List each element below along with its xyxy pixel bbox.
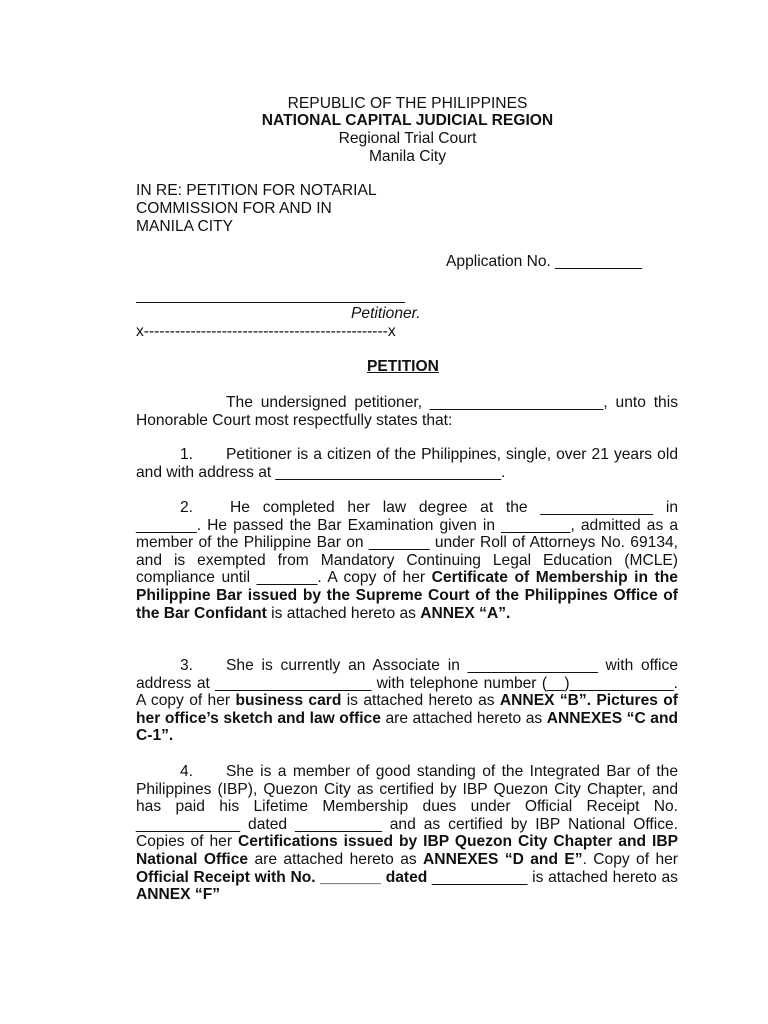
paragraph-1 — [136, 446, 678, 481]
paragraph-3-text-3: are attached hereto as — [380, 709, 547, 727]
paragraph-2-text-1: He completed her law degree at the _____________ in _______. He passed the Bar Examination given in ________, admitted as a member of the Philippine Bar on _______ under Roll of Attorneys No. 69134, and is exempted from Mandatory Continuing Legal Education (MCLE) compliance until _______. A copy of her — [136, 499, 678, 587]
intro-text: The undersigned petitioner, ____________________, unto this Honorable Court most respectfully states that: — [136, 394, 678, 429]
paragraph-3-bold-1: business card — [235, 692, 342, 710]
caption-line-1: IN RE: PETITION FOR NOTARIAL — [136, 182, 377, 199]
paragraph-2-bold-1: Certificate of Membership in the Philippine Bar issued by the Supreme Court of the Philippines Office of the Bar Confidant — [136, 569, 678, 622]
paragraph-4-text-2: are attached hereto as — [248, 850, 424, 868]
paragraph-2-text-2: is attached hereto as — [266, 604, 421, 622]
intro-paragraph — [136, 394, 678, 429]
paragraph-4-text-3: . Copy of her — [582, 850, 678, 868]
paragraph-4-bold-1: Certifications issued by IBP Quezon City Chapter and IBP National Office — [136, 833, 678, 868]
paragraph-4-bold-4: ANNEX “F” — [136, 886, 221, 904]
application-number: Application No. __________ — [446, 253, 642, 270]
paragraph-4-bold-2: ANNEXES “D and E” — [423, 850, 583, 868]
caption-line-2: COMMISSION FOR AND IN — [136, 200, 332, 217]
paragraph-3-bold-2: ANNEX “B”. Pictures of her office’s sketch and law office — [136, 692, 679, 727]
header-court: Regional Trial Court — [338, 130, 477, 147]
header-region: NATIONAL CAPITAL JUDICIAL REGION — [261, 112, 554, 129]
paragraph-3-text-2: is attached hereto as — [341, 692, 500, 710]
paragraph-3-bold-3: ANNEXES “C and C-1”. — [136, 709, 678, 745]
petitioner-label: Petitioner. — [351, 305, 421, 322]
paragraph-4-text-4: ___________ is attached hereto as — [427, 868, 678, 886]
header-republic: REPUBLIC OF THE PHILIPPINES — [287, 95, 528, 112]
paragraph-4-text-1: She is a member of good standing of the Integrated Bar of the Philippines (IBP), Quezon City as certified by IBP Quezon City Chapter, and has paid his Lifetime Membership dues under Official Receipt No. ____________ dated __________ and as certified by IBP National Office. Copies of her — [136, 763, 678, 851]
paragraph-2-bold-2: ANNEX “A”. — [420, 604, 511, 622]
header-city: Manila City — [368, 148, 447, 165]
paragraph-3-text-1: She is currently an Associate in _______________ with office address at __________________ with telephone number (__)____________. A copy of her — [136, 657, 678, 710]
paragraph-2 — [136, 499, 678, 622]
paragraph-3 — [136, 657, 678, 745]
paragraph-1-text: Petitioner is a citizen of the Philippines, single, over 21 years old and with address at __________________________. — [136, 446, 678, 481]
paragraph-4-bold-3: Official Receipt with No. _______ dated — [136, 868, 428, 886]
caption-line-3: MANILA CITY — [136, 218, 234, 235]
document-title: PETITION — [367, 358, 439, 375]
caption-separator: x-----------------------------------------------x — [136, 323, 396, 340]
paragraph-2-number: 2. — [180, 499, 194, 516]
petitioner-name-line: _______________________________ — [136, 287, 405, 304]
paragraph-1-number: 1. — [180, 446, 194, 463]
paragraph-4 — [136, 763, 678, 904]
paragraph-4-number: 4. — [180, 763, 194, 780]
paragraph-3-number: 3. — [180, 657, 194, 674]
